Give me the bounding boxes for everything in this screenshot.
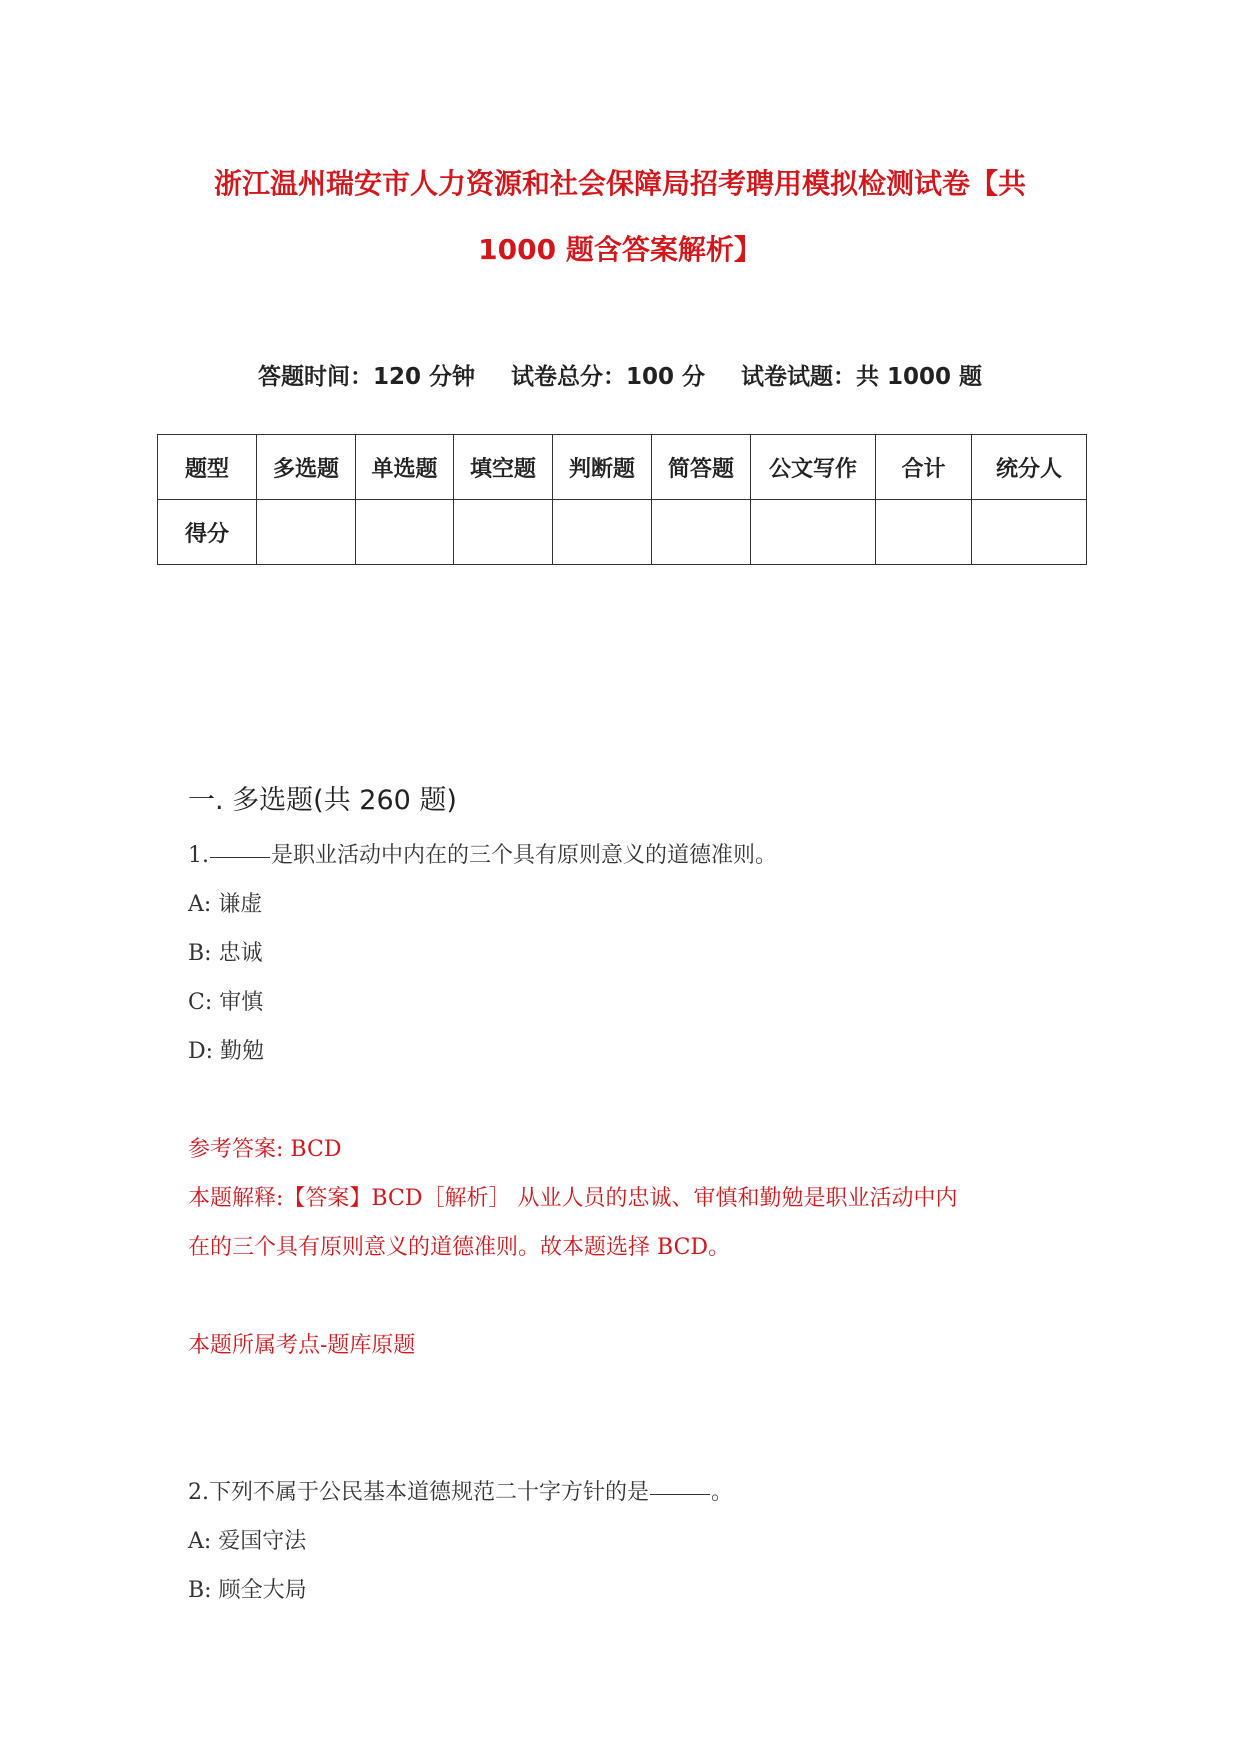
question-number: 1. bbox=[188, 843, 209, 868]
question-1-stem bbox=[188, 838, 777, 869]
header-cell: 公文写作 bbox=[751, 435, 876, 500]
exam-question-count: 试卷试题：共 1000 题 bbox=[741, 364, 983, 390]
answer-blank bbox=[210, 857, 270, 858]
section-title: 一. 多选题(共 260 题) bbox=[188, 785, 457, 816]
score-cell[interactable] bbox=[652, 500, 751, 565]
score-table-header-row bbox=[158, 435, 1087, 500]
option-b[interactable]: B: 忠诚 bbox=[188, 941, 263, 966]
option-b[interactable]: B: 顾全大局 bbox=[188, 1578, 307, 1603]
header-cell: 填空题 bbox=[454, 435, 553, 500]
score-cell[interactable] bbox=[751, 500, 876, 565]
answer-blank bbox=[650, 1494, 710, 1495]
reference-answer: 参考答案: BCD bbox=[188, 1137, 342, 1162]
header-cell: 统分人 bbox=[972, 435, 1087, 500]
header-cell: 单选题 bbox=[356, 435, 454, 500]
option-d[interactable]: D: 勤勉 bbox=[188, 1039, 265, 1064]
option-a[interactable]: A: 爱国守法 bbox=[188, 1529, 307, 1554]
document-title-line2: 1000 题含答案解析】 bbox=[478, 233, 762, 266]
score-cell[interactable] bbox=[257, 500, 356, 565]
exam-meta bbox=[150, 358, 1090, 391]
option-c[interactable]: C: 审慎 bbox=[188, 990, 264, 1015]
exam-total-score: 试卷总分：100 分 bbox=[510, 364, 706, 390]
question-text: 是职业活动中内在的三个具有原则意义的道德准则。 bbox=[271, 843, 778, 868]
explanation-line2: 在的三个具有原则意义的道德准则。故本题选择 BCD。 bbox=[188, 1235, 731, 1260]
question-text: 2.下列不属于公民基本道德规范二十字方针的是 bbox=[188, 1480, 649, 1505]
explanation-line1: 本题解释:【答案】BCD［解析］ 从业人员的忠诚、审慎和勤勉是职业活动中内 bbox=[188, 1186, 958, 1211]
question-end: 。 bbox=[711, 1480, 734, 1505]
score-table bbox=[157, 434, 1087, 565]
score-cell[interactable] bbox=[553, 500, 652, 565]
score-cell[interactable] bbox=[876, 500, 972, 565]
header-cell: 判断题 bbox=[553, 435, 652, 500]
header-cell: 多选题 bbox=[257, 435, 356, 500]
option-a[interactable]: A: 谦虚 bbox=[188, 892, 263, 917]
question-2-stem bbox=[188, 1475, 733, 1506]
score-cell[interactable] bbox=[454, 500, 553, 565]
exam-time: 答题时间：120 分钟 bbox=[257, 364, 475, 390]
score-cell[interactable] bbox=[972, 500, 1087, 565]
header-cell: 题型 bbox=[158, 435, 257, 500]
row-label-cell: 得分 bbox=[158, 500, 257, 565]
header-cell: 简答题 bbox=[652, 435, 751, 500]
score-table-score-row bbox=[158, 500, 1087, 565]
header-cell: 合计 bbox=[876, 435, 972, 500]
score-cell[interactable] bbox=[356, 500, 454, 565]
document-title-line1: 浙江温州瑞安市人力资源和社会保障局招考聘用模拟检测试卷【共 bbox=[213, 167, 1026, 200]
question-source: 本题所属考点-题库原题 bbox=[188, 1333, 416, 1358]
